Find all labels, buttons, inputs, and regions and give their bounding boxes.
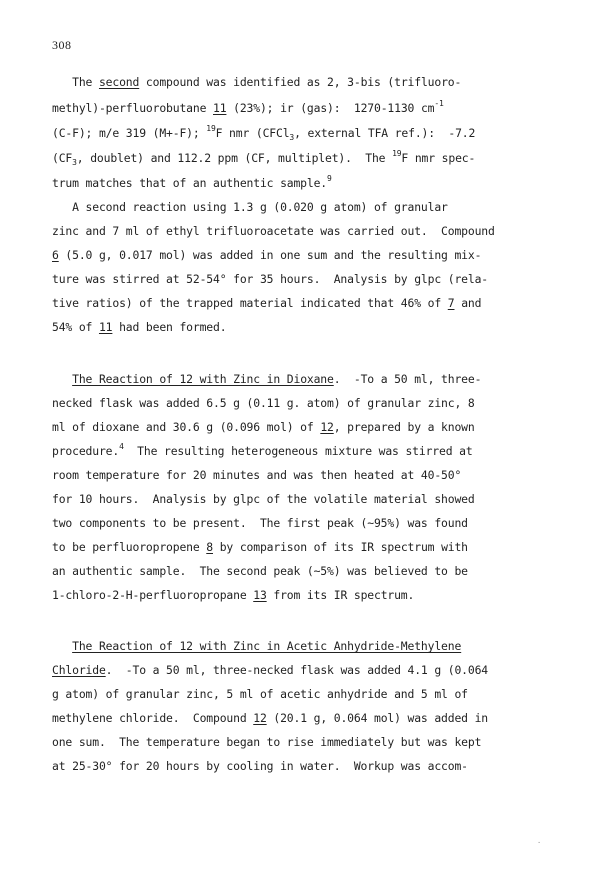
text-line: at 25-30° for 20 hours by cooling in water. Workup was accom- (52, 759, 468, 773)
text-line: procedure.$^4$ The resulting heterogeneous mixture was stirred at (52, 442, 473, 458)
text-line: methylene chloride. Compound 12 (20.1 g, 0.064 mol) was added in (52, 711, 489, 725)
text-line: methyl)-perfluorobutane 11 (23%); ir (gas): 1270-1130 $cm^{-1}$ (52, 99, 444, 115)
text-line: two components to be present. The first peak (~95%) was found (52, 516, 468, 530)
section-heading: The Reaction of 12 with Zinc in Acetic Anhydride-Methylene (72, 639, 462, 653)
text-line: room temperature for 20 minutes and was then heated at 40-50° (52, 468, 462, 482)
text-line: an authentic sample. The second peak (~5%) was believed to be (52, 564, 468, 578)
page-number: 308 (52, 38, 72, 52)
text-line: The second compound was identified as 2, 3-bis (trifluoro- (52, 75, 462, 89)
text-line: Chloride. -To a 50 ml, three-necked flask was added 4.1 g (0.064 (52, 663, 489, 677)
text-line: trum matches that of an authentic sample.$^9$ (52, 174, 332, 190)
corner-mark: · (537, 839, 542, 847)
text-line: tive ratios) of the trapped material indicated that 46% of 7 and (52, 296, 482, 310)
text-line: (C-F); m/e 319 (M+-F); $^{19}$F nmr (CFCl$_3$, external TFA ref.): -7.2 (52, 124, 476, 142)
text-line: ture was stirred at 52-54° for 35 hours. Analysis by glpc (rela- (52, 272, 489, 286)
text-line: 6 (5.0 g, 0.017 mol) was added in one sum and the resulting mix- (52, 248, 482, 262)
text-line: for 10 hours. Analysis by glpc of the volatile material showed (52, 492, 475, 506)
text-line: necked flask was added 6.5 g (0.11 g. atom) of granular zinc, 8 (52, 396, 475, 410)
section-heading: The Reaction of 12 with Zinc in Dioxane (72, 372, 334, 386)
section-heading-line (52, 639, 461, 653)
section-heading-line: The Reaction of 12 with Zinc in Dioxane. -To a 50 ml, three- (72, 372, 482, 386)
text-line: g atom) of granular zinc, 5 ml of acetic anhydride and 5 ml of (52, 687, 468, 701)
text-line: 1-chloro-2-H-perfluoropropane 13 from its IR spectrum. (52, 588, 415, 602)
text-line: to be perfluoropropene 8 by comparison of its IR spectrum with (52, 540, 468, 554)
text-line: A second reaction using 1.3 g (0.020 g atom) of granular (52, 200, 448, 214)
text-line: ml of dioxane and 30.6 g (0.096 mol) of 12, prepared by a known (52, 420, 475, 434)
text-line: one sum. The temperature began to rise immediately but was kept (52, 735, 482, 749)
text-line: zinc and 7 ml of ethyl trifluoroacetate was carried out. Compound (52, 224, 495, 238)
text-line: ($CF_3$, doublet) and 112.2 ppm (CF, multiplet). The $^{19}$F nmr spec- (52, 149, 476, 167)
text-line: 54% of 11 had been formed. (52, 320, 227, 334)
